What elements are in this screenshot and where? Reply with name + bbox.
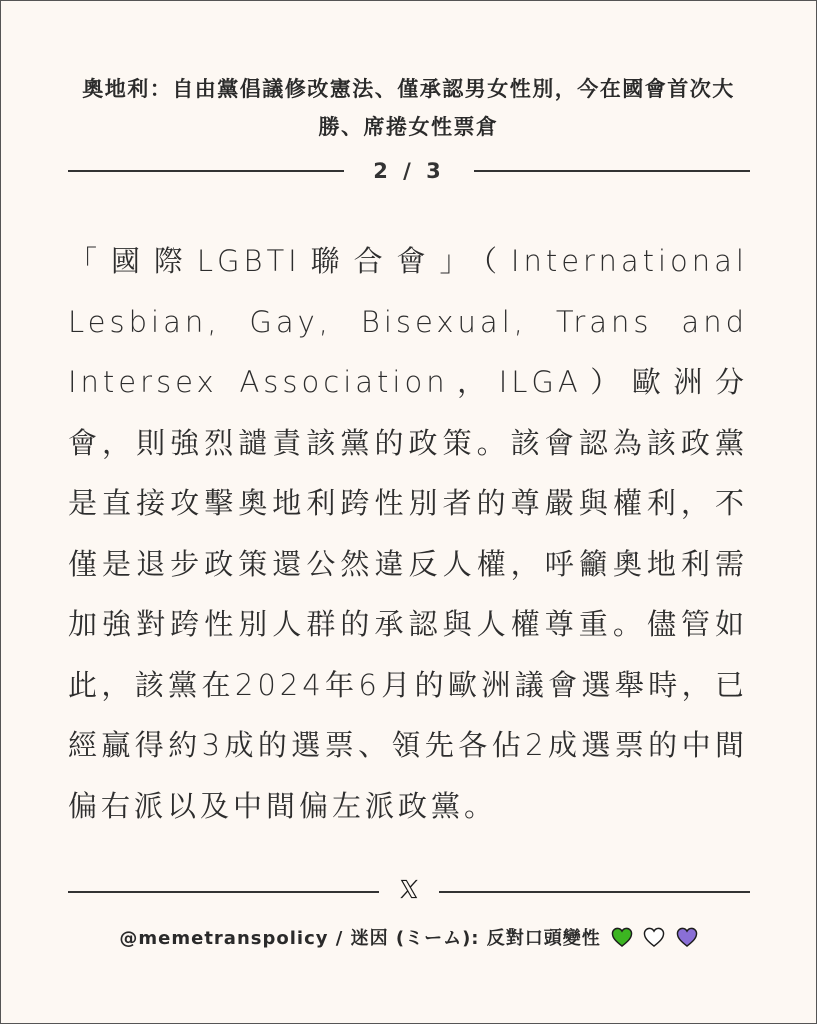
- body-paragraph: 「國際LGBTI聯合會」（International Lesbian, Gay, Bisexual, Trans and Intersex Association，ILGA）歐洲分會，則強烈譴責該黨的政策。該會認為該政黨是直接攻擊奧地利跨性別者的尊嚴與權利，不僅是退步政策還公然違反人權，呼籲奧地利需加強對跨性別人群的承認與人權尊重。儘管如此，該黨在2024年6月的歐洲議會選舉時，已經贏得約3成的選票、領先各佔2成選票的中間偏右派以及中間偏左派政黨。: [68, 244, 748, 823]
- x-logo-icon-svg: [398, 878, 420, 900]
- page-indicator-row: [68, 156, 750, 186]
- footer-divider-row: [68, 877, 750, 907]
- post-title: 奧地利：自由黨倡議修改憲法、僅承認男女性別，今在國會首次大勝、席捲女性票倉: [82, 77, 735, 139]
- account-handle[interactable]: @memetranspolicy / 迷因 (ミーム): 反對口頭變性: [119, 928, 601, 949]
- x-logo-icon: [379, 877, 439, 907]
- divider-right: [474, 170, 750, 172]
- footer: [40, 924, 777, 952]
- white-heart-icon: [643, 927, 665, 952]
- footer-divider-right: [439, 891, 750, 893]
- divider-left: [68, 170, 344, 172]
- green-heart-icon: [611, 927, 633, 952]
- footer-divider-left: [68, 891, 379, 893]
- page-indicator: 2 / 3: [373, 159, 445, 183]
- body-text: [68, 231, 748, 836]
- purple-heart-icon: [676, 927, 698, 952]
